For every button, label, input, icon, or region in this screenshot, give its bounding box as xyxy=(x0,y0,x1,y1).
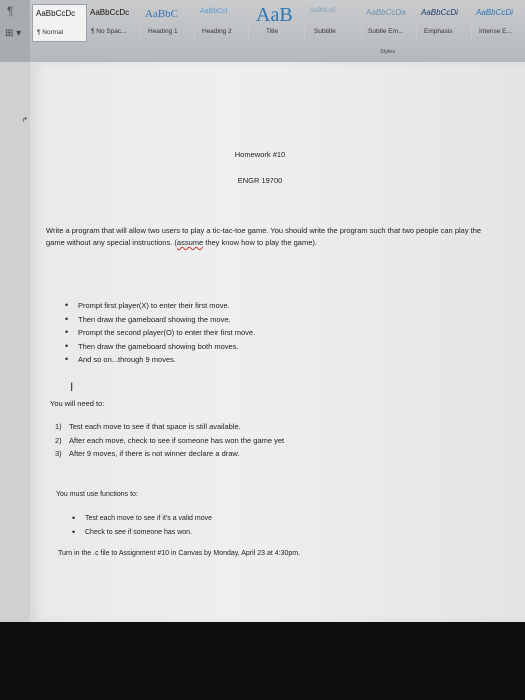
pilcrow-icon[interactable]: ¶ xyxy=(7,4,14,18)
list-item: • And so on...through 9 moves. xyxy=(65,353,445,367)
style-no-spacing[interactable] xyxy=(87,4,141,40)
doc-course: ENGR 19700 xyxy=(237,176,283,185)
ribbon xyxy=(0,0,525,62)
style-normal[interactable] xyxy=(32,4,87,42)
style-subtle-emphasis[interactable] xyxy=(363,4,417,40)
style-name: Subtitle xyxy=(314,28,336,35)
doc-intro: Write a program that will allow two users to play a tic-tac-toe game. You should write the program such that two people can play the game without any special instructions. (assume they know how to play the game). xyxy=(46,226,482,247)
style-sample: AaBbCcDc xyxy=(36,9,76,18)
style-name: Heading 2 xyxy=(202,28,232,35)
functions-heading: You must use functions to: xyxy=(56,491,138,498)
instructions-bullet-list xyxy=(65,299,445,367)
style-name: Emphasis xyxy=(424,28,453,35)
list-item: 2) After each move, check to see if someone has won the game yet xyxy=(55,434,415,448)
need-heading: You will need to: xyxy=(50,399,105,408)
style-sample: AaBbCcDc xyxy=(90,8,130,17)
left-margin-strip xyxy=(0,62,30,622)
desk-background xyxy=(0,622,525,700)
style-name: Title xyxy=(266,28,279,35)
styles-group-label: Styles xyxy=(380,49,395,55)
list-item: • Check to see if someone has won. xyxy=(72,526,372,540)
requirements-numbered-list xyxy=(55,420,415,461)
list-item: • Then draw the gameboard showing both moves. xyxy=(65,340,445,354)
list-item: • Prompt the second player(O) to enter their first move. xyxy=(65,326,445,340)
style-sample: AaBbCcDa xyxy=(366,8,406,17)
list-number: 1) xyxy=(55,422,62,431)
style-title[interactable] xyxy=(250,4,305,40)
list-item: 3) After 9 moves, if there is not winner declare a draw. xyxy=(55,447,415,461)
list-number: 3) xyxy=(55,449,62,458)
doc-title: Homework #10 xyxy=(234,150,286,159)
style-sample: AaBbCcDi xyxy=(421,8,458,17)
style-subtitle[interactable] xyxy=(306,4,362,40)
style-emphasis[interactable] xyxy=(418,4,472,40)
borders-icon[interactable]: ⊞ ▾ xyxy=(5,28,22,39)
style-sample: AaB xyxy=(256,4,293,26)
style-name: Intense E... xyxy=(479,28,512,35)
style-name: Heading 1 xyxy=(148,28,178,35)
style-name: ¶ Normal xyxy=(37,29,64,36)
list-item: • Then draw the gameboard showing the move. xyxy=(65,313,445,327)
style-name: ¶ No Spac... xyxy=(91,28,127,35)
turn-in-note: Turn in the .c file to Assignment #10 in Canvas by Monday, April 23 at 4:30pm. xyxy=(58,550,301,557)
functions-bullet-list xyxy=(72,512,372,539)
list-item: 1) Test each move to see if that space is still available. xyxy=(55,420,415,434)
list-item: • Prompt first player(X) to enter their first move. xyxy=(65,299,445,313)
style-sample: AaBbC xyxy=(145,8,178,20)
indent-marker-icon[interactable]: ↱ xyxy=(22,117,28,124)
spell-underlined-word: assume xyxy=(176,238,204,247)
text-cursor-icon: I xyxy=(70,380,74,394)
style-sample: AaBbCcDi xyxy=(476,8,513,17)
style-sample: AaBbCcE xyxy=(310,8,337,14)
style-name: Subtle Em... xyxy=(368,28,404,35)
style-heading-1[interactable] xyxy=(142,4,195,40)
style-intense-emphasis[interactable] xyxy=(473,4,525,40)
style-sample: AaBbCcI xyxy=(200,8,228,15)
list-item: • Test each move to see if it's a valid move xyxy=(72,512,372,526)
style-heading-2[interactable] xyxy=(196,4,249,40)
document-page[interactable] xyxy=(30,62,525,622)
list-number: 2) xyxy=(55,435,62,445)
